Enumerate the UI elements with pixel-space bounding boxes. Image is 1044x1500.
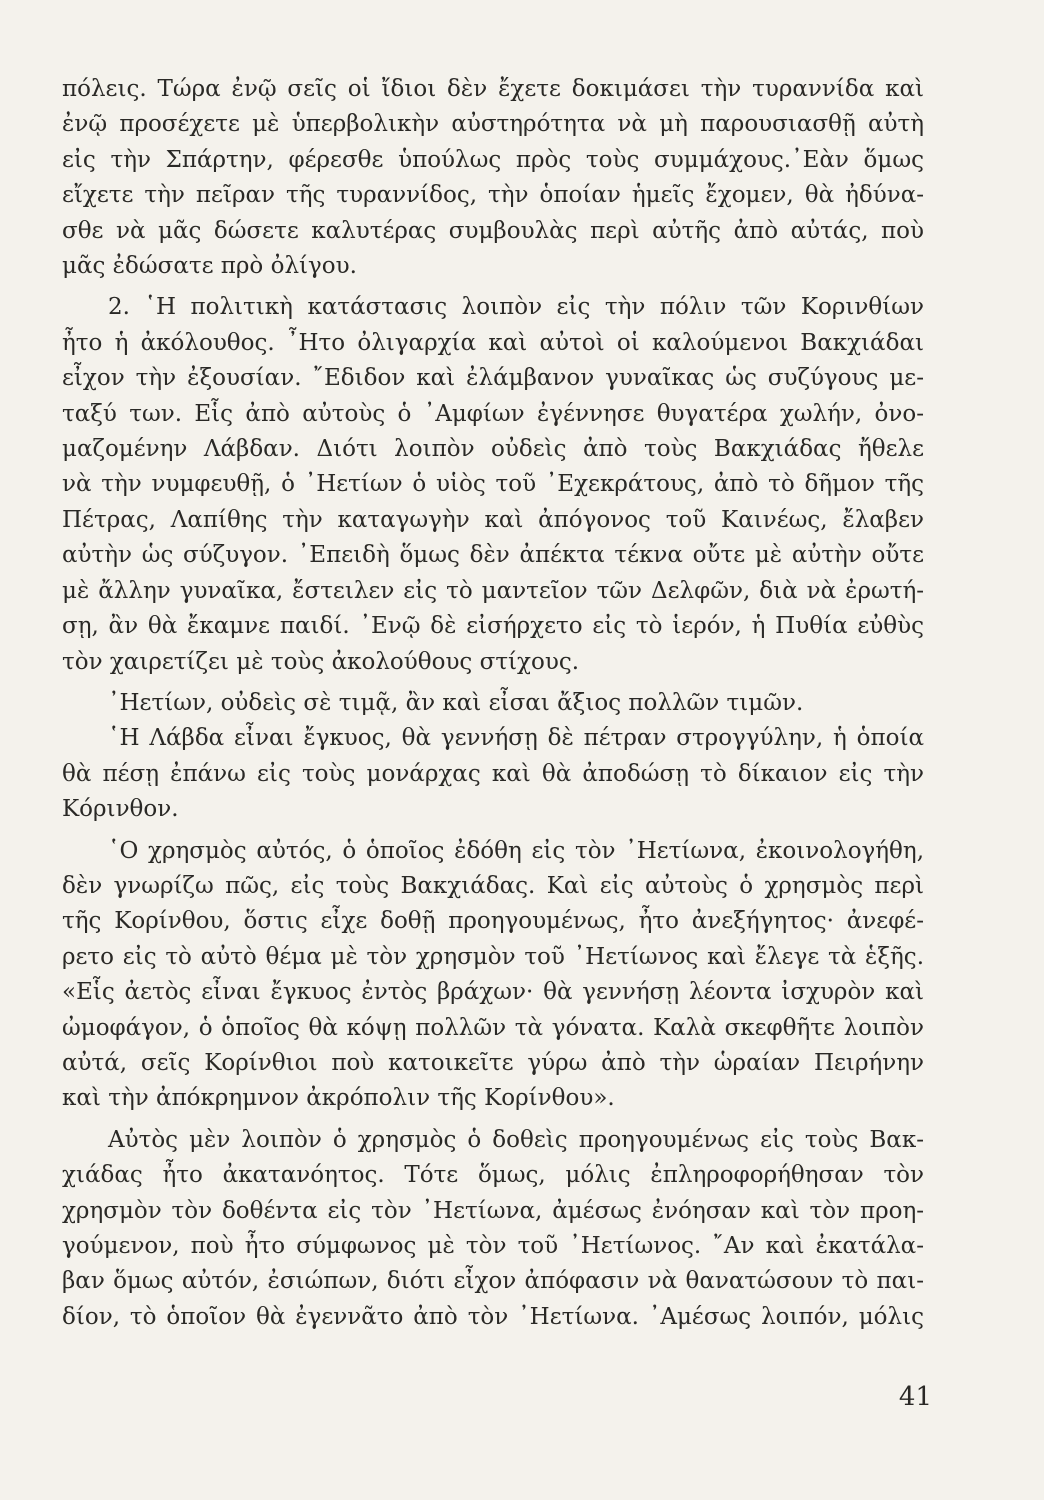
text-line: ρετο εἰς τὸ αὐτὸ θέμα μὲ τὸν χρησμὸν τοῦ ᾿Ηετίωνος καὶ ἔλεγε τὰ ἑξῆς. bbox=[62, 943, 924, 970]
text-line: πόλεις. Τώρα ἐνῷ σεῖς οἱ ἴδιοι δὲν ἔχετε δοκιμάσει τὴν τυραννίδα καὶ bbox=[62, 76, 924, 102]
text-line: τῆς Κορίνθου, ὅστις εἶχε δοθῇ προηγουμένως, ἦτο ἀνεξήγητος· ἀνεφέ- bbox=[62, 908, 924, 935]
text-line: Πέτρας, Λαπίθης τὴν καταγωγὴν καὶ ἀπόγονος τοῦ Καινέως, ἔλαβεν bbox=[62, 506, 924, 533]
text-line: δίον, τὸ ὁποῖον θὰ ἐγεννᾶτο ἀπὸ τὸν ᾿Ηετίωνα. ᾿Αμέσως λοιπόν, μόλις bbox=[62, 1303, 924, 1330]
text-line: 2. ῾Η πολιτικὴ κατάστασις λοιπὸν εἰς τὴν πόλιν τῶν Κορινθίων bbox=[108, 294, 924, 321]
text-line: μᾶς ἐδώσατε πρὸ ὀλίγου. bbox=[62, 253, 357, 280]
text-line: εἴχετε τὴν πεῖραν τῆς τυραννίδος, τὴν ὁποίαν ἡμεῖς ἔχομεν, θὰ ἠδύνα- bbox=[62, 182, 924, 209]
paragraph bbox=[62, 72, 924, 284]
text-line: χρησμὸν τὸν δοθέντα εἰς τὸν ᾿Ηετίωνα, ἀμέσως ἐνόησαν καὶ τὸν προη- bbox=[62, 1197, 924, 1224]
text-line: δὲν γνωρίζω πῶς, εἰς τοὺς Βακχιάδας. Καὶ εἰς αὐτοὺς ὁ χρησμὸς περὶ bbox=[62, 872, 924, 899]
text-line: ἐνῷ προσέχετε μὲ ὑπερβολικὴν αὐστηρότητα νὰ μὴ παρουσιασθῇ αὐτὴ bbox=[62, 111, 924, 138]
text-line: ταξύ των. Εἷς ἀπὸ αὐτοὺς ὁ ᾿Αμφίων ἐγέννησε θυγατέρα χωλήν, ὀνο- bbox=[62, 400, 924, 427]
text-line: μὲ ἄλλην γυναῖκα, ἔστειλεν εἰς τὸ μαντεῖον τῶν Δελφῶν, διὰ νὰ ἐρωτή- bbox=[62, 577, 924, 604]
text-line: ῾Η Λάβδα εἶναι ἔγκυος, θὰ γεννήσῃ δὲ πέτραν στρογγύλην, ἡ ὁποία bbox=[108, 725, 924, 752]
text-line: ᾿Ηετίων, οὐδεὶς σὲ τιμᾷ, ἂν καὶ εἶσαι ἄξιος πολλῶν τιμῶν. bbox=[108, 689, 804, 716]
paragraph bbox=[62, 1123, 924, 1335]
paragraph bbox=[62, 834, 924, 1117]
text-line: θὰ πέσῃ ἐπάνω εἰς τοὺς μονάρχας καὶ θὰ ἀποδώσῃ τὸ δίκαιον εἰς τὴν bbox=[62, 760, 924, 787]
text-line: αὐτὴν ὡς σύζυγον. ᾿Επειδὴ ὅμως δὲν ἀπέκτα τέκνα οὔτε μὲ αὐτὴν οὔτε bbox=[62, 542, 924, 569]
text-line: σθε νὰ μᾶς δώσετε καλυτέρας συμβουλὰς περὶ αὐτῆς ἀπὸ αὐτάς, ποὺ bbox=[62, 217, 924, 244]
text-line: μαζομένην Λάβδαν. Διότι λοιπὸν οὐδεὶς ἀπὸ τοὺς Βακχιάδας ἤθελε bbox=[62, 436, 924, 463]
text-line: βαν ὅμως αὐτόν, ἐσιώπων, διότι εἶχον ἀπόφασιν νὰ θανατώσουν τὸ παι- bbox=[62, 1268, 924, 1295]
text-line: ῾Ο χρησμὸς αὐτός, ὁ ὁποῖος ἐδόθη εἰς τὸν ᾿Ηετίωνα, ἐκοινολογήθη, bbox=[108, 837, 924, 864]
text-line: καὶ τὴν ἀπόκρημνον ἀκρόπολιν τῆς Κορίνθου». bbox=[62, 1085, 615, 1112]
text-line: σῃ, ἂν θὰ ἔκαμνε παιδί. ᾿Ενῷ δὲ εἰσήρχετο εἰς τὸ ἱερόν, ἡ Πυθία εὐθὺς bbox=[62, 613, 924, 640]
paragraph bbox=[62, 686, 924, 721]
paragraph bbox=[62, 721, 924, 827]
text-line: ἦτο ἡ ἀκόλουθος. ῏Ητο ὀλιγαρχία καὶ αὐτοὶ οἱ καλούμενοι Βακχιάδαι bbox=[62, 329, 924, 356]
text-line: αὐτά, σεῖς Κορίνθιοι ποὺ κατοικεῖτε γύρω ἀπὸ τὴν ὡραίαν Πειρήνην bbox=[62, 1049, 924, 1076]
text-line: «Εἷς ἀετὸς εἶναι ἔγκυος ἐντὸς βράχων· θὰ γεννήσῃ λέοντα ἰσχυρὸν καὶ bbox=[62, 979, 924, 1006]
text-line: εἰς τὴν Σπάρτην, φέρεσθε ὑπούλως πρὸς τοὺς συμμάχους.᾿Εὰν ὅμως bbox=[62, 146, 924, 173]
text-line: ὠμοφάγον, ὁ ὁποῖος θὰ κόψῃ πολλῶν τὰ γόνατα. Καλὰ σκεφθῆτε λοιπὸν bbox=[62, 1014, 924, 1041]
text-line: τὸν χαιρετίζει μὲ τοὺς ἀκολούθους στίχους. bbox=[62, 648, 580, 675]
text-line: Κόρινθον. bbox=[62, 796, 179, 823]
text-line: γούμενον, ποὺ ἦτο σύμφωνος μὲ τὸν τοῦ ᾿Ηετίωνος. ῎Αν καὶ ἐκατάλα- bbox=[62, 1233, 924, 1259]
paragraph bbox=[62, 290, 924, 679]
text-line: εἶχον τὴν ἐξουσίαν. ῎Εδιδον καὶ ἐλάμβανον γυναῖκας ὡς συζύγους με- bbox=[62, 365, 924, 392]
text-line: χιάδας ἦτο ἀκατανόητος. Τότε ὅμως, μόλις ἐπληροφορήθησαν τὸν bbox=[62, 1162, 924, 1189]
text-line: νὰ τὴν νυμφευθῇ, ὁ ᾿Ηετίων ὁ υἱὸς τοῦ ᾿Εχεκράτους, ἀπὸ τὸ δῆμον τῆς bbox=[62, 471, 924, 498]
body-text bbox=[62, 72, 924, 1335]
page-number: 41 bbox=[898, 1382, 932, 1412]
text-line: Αὐτὸς μὲν λοιπὸν ὁ χρησμὸς ὁ δοθεὶς προηγουμένως εἰς τοὺς Βακ- bbox=[108, 1126, 924, 1153]
